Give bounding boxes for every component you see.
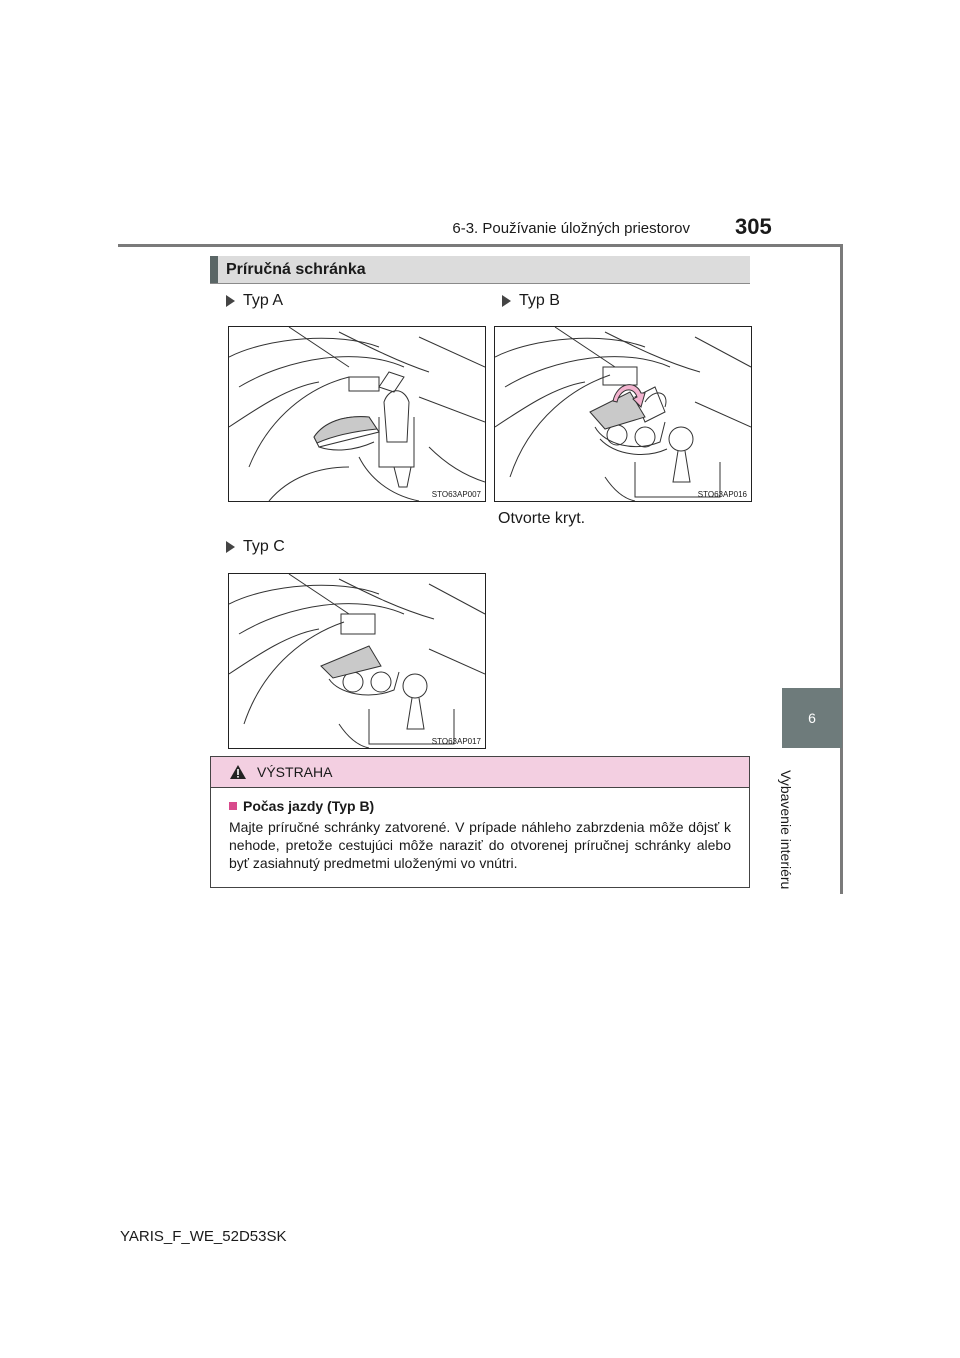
illustration-automatic-shift-console xyxy=(229,327,485,501)
chapter-title-container xyxy=(770,770,818,940)
figure-type-a xyxy=(228,326,486,502)
figure-code: STO63AP017 xyxy=(431,737,481,746)
triangle-bullet-icon xyxy=(502,295,511,307)
figure-label-text: Typ B xyxy=(519,292,560,309)
figure-label-type-c xyxy=(226,538,285,556)
figure-code: STO63AP007 xyxy=(431,490,481,499)
chapter-title: Vybavenie interiéru xyxy=(778,770,794,890)
figure-label-type-b xyxy=(502,292,560,310)
figure-label-type-a xyxy=(226,292,283,310)
figure-caption: Otvorte kryt. xyxy=(498,510,586,527)
section-heading xyxy=(210,256,750,283)
square-bullet-icon xyxy=(229,802,237,810)
document-code: YARIS_F_WE_52D53SK xyxy=(120,1228,287,1245)
warning-text: Majte príručné schránky zatvorené. V prípade náhleho zabrzdenia môže dôjsť k nehode, pretože cestujúci môže naraziť do otvorenej príručnej schránky alebo byť zasiahnutý predmetmi uloženými vo vnútri. xyxy=(229,819,731,871)
warning-triangle-icon xyxy=(229,764,247,780)
warning-title: Počas jazdy (Typ B) xyxy=(243,798,375,814)
warning-box xyxy=(210,756,750,888)
figure-code: STO63AP016 xyxy=(697,490,747,499)
illustration-manual-shift-console-storage xyxy=(229,574,485,748)
running-header: 6-3. Používanie úložných priestorov xyxy=(452,220,690,237)
triangle-bullet-icon xyxy=(226,541,235,553)
chapter-number: 6 xyxy=(808,710,816,726)
illustration-manual-shift-console-opening-cover xyxy=(495,327,751,501)
page-number: 305 xyxy=(735,214,772,239)
figure-type-b xyxy=(494,326,752,502)
warning-header xyxy=(211,757,749,788)
figure-label-text: Typ C xyxy=(243,538,285,555)
figure-type-c xyxy=(228,573,486,749)
warning-heading: VÝSTRAHA xyxy=(257,764,333,780)
triangle-bullet-icon xyxy=(226,295,235,307)
warning-body xyxy=(211,788,749,872)
warning-title-row xyxy=(229,798,731,814)
figure-label-text: Typ A xyxy=(243,292,284,309)
chapter-tab xyxy=(782,688,842,748)
section-heading-text: Príručná schránka xyxy=(226,260,366,278)
chapter-side-rule xyxy=(840,244,843,894)
section-heading-underline xyxy=(210,283,750,284)
header-divider xyxy=(118,244,842,247)
